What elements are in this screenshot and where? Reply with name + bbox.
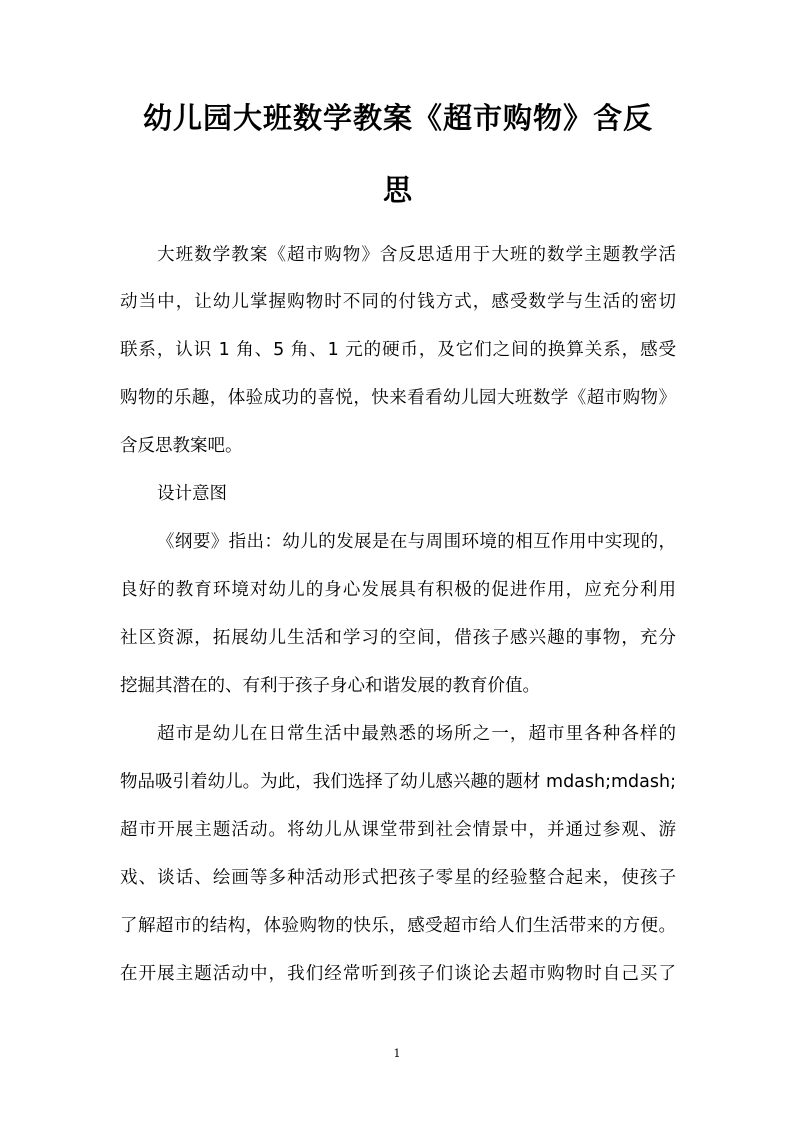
body-line: 购物的乐趣，体验成功的喜悦，快来看看幼儿园大班数学《超市购物》 (120, 388, 676, 408)
body-line: 良好的教育环境对幼儿的身心发展具有积极的促进作用，应充分利用 (120, 580, 676, 600)
body-line: 了解超市的结构，体验购物的快乐，感受超市给人们生活带来的方便。 (120, 916, 676, 936)
body-line: 物品吸引着幼儿。为此，我们选择了幼儿感兴趣的题材 mdash;mdash; (120, 772, 676, 792)
body-line: 超市是幼儿在日常生活中最熟悉的场所之一，超市里各种各样的 (157, 724, 676, 744)
section-heading-design-intent: 设计意图 (157, 484, 227, 504)
body-line: 《纲要》指出：幼儿的发展是在与周围环境的相互作用中实现的， (157, 532, 676, 552)
page-number: 1 (393, 1047, 401, 1060)
body-line: 超市开展主题活动。将幼儿从课堂带到社会情景中，并通过参观、游 (120, 820, 676, 840)
document-title-line-2: 思 (382, 173, 413, 207)
body-line: 挖掘其潜在的、有利于孩子身心和谐发展的教育价值。 (120, 676, 540, 696)
body-line: 戏、谈话、绘画等多种活动形式把孩子零星的经验整合起来，使孩子 (120, 868, 676, 888)
body-line: 动当中，让幼儿掌握购物时不同的付钱方式，感受数学与生活的密切 (120, 292, 676, 312)
body-line: 含反思教案吧。 (120, 436, 243, 456)
body-line: 联系，认识 1 角、5 角、1 元的硬币，及它们之间的换算关系，感受 (120, 340, 676, 360)
body-line: 社区资源，拓展幼儿生活和学习的空间，借孩子感兴趣的事物，充分 (120, 628, 676, 648)
body-line: 在开展主题活动中，我们经常听到孩子们谈论去超市购物时自己买了 (120, 964, 676, 984)
body-line: 大班数学教案《超市购物》含反思适用于大班的数学主题教学活 (157, 245, 676, 265)
document-title-line-1: 幼儿园大班数学教案《超市购物》含反 (142, 101, 653, 135)
